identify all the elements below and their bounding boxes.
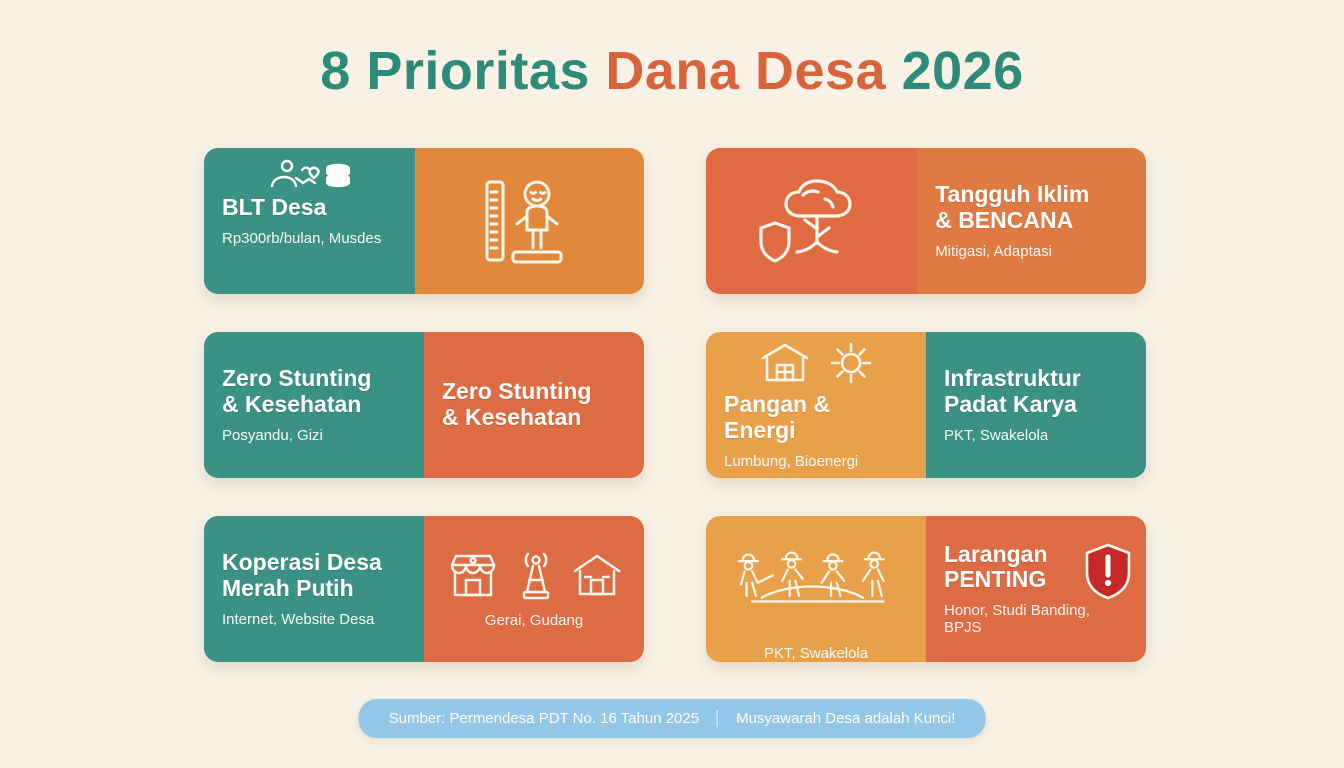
card-koperasi-desa-heading-2: Merah Putih <box>222 574 354 601</box>
card-koperasi-desa-sub: Internet, Website Desa <box>222 610 375 628</box>
card-tangguh-iklim[interactable] <box>706 148 1146 294</box>
title-part-1: 8 Prioritas <box>320 41 606 101</box>
priority-card-grid <box>204 148 1146 662</box>
card-blt-desa-heading: BLT Desa <box>222 194 327 220</box>
signal-tower-icon <box>516 548 556 602</box>
card-koperasi-desa-text <box>204 516 424 662</box>
card-pkt-swakelola-label: PKT, Swakelola <box>763 644 869 662</box>
sun-icon <box>827 340 875 386</box>
card-tangguh-iklim-illustration <box>706 148 917 294</box>
card-blt-desa-illustration <box>415 148 644 294</box>
card-zero-stunting-right-heading-2: & Kesehatan <box>442 404 582 430</box>
card-pangan-energi-icons <box>724 340 908 386</box>
card-pangan-energi-sub: Lumbung, Bioenergi <box>724 452 859 470</box>
card-larangan-sub: Honor, Studi Banding, BPJS <box>944 602 1090 637</box>
card-larangan-heading-1: Larangan <box>944 540 1048 567</box>
card-pangan-energi-heading: Pangan & Energi <box>724 391 831 443</box>
card-blt-desa[interactable] <box>204 148 644 294</box>
card-infrastruktur-text <box>926 332 1146 478</box>
card-infrastruktur-sub: PKT, Swakelola <box>944 426 1049 444</box>
card-koperasi-desa[interactable] <box>204 516 644 662</box>
card-pkt-swakelola <box>706 516 926 662</box>
card-zero-stunting-text <box>204 332 424 478</box>
card-pangan-energi-text <box>706 332 926 478</box>
footer-banner <box>359 699 986 738</box>
child-growth-chart-icon <box>433 148 626 294</box>
storefront-icon <box>444 549 502 601</box>
handshake-coins-icon <box>266 156 362 198</box>
card-larangan-penting[interactable] <box>706 516 1146 662</box>
card-blt-desa-sub: Rp300rb/bulan, Musdes <box>222 229 382 247</box>
card-zero-stunting[interactable] <box>204 332 644 478</box>
page-title <box>0 40 1344 102</box>
tree-shield-icon <box>724 148 899 294</box>
card-koperasi-desa-illustration <box>424 516 644 662</box>
card-zero-stunting-right-heading-1: Zero Stunting <box>442 378 592 405</box>
card-zero-stunting-sub: Posyandu, Gizi <box>222 426 323 444</box>
card-tangguh-iklim-heading-1: Tangguh Iklim <box>935 181 1090 208</box>
card-zero-stunting-text-right <box>424 332 644 478</box>
title-part-3: 2026 <box>901 41 1024 101</box>
footer-divider <box>717 710 718 727</box>
title-part-2: Dana Desa <box>605 41 902 101</box>
card-pangan-energi[interactable] <box>706 332 1146 478</box>
card-koperasi-desa-heading-1: Koperasi Desa <box>222 549 382 576</box>
card-larangan-penting-text <box>926 516 1146 662</box>
footer-source: Sumber: Permendesa PDT No. 16 Tahun 2025 <box>388 710 700 727</box>
card-zero-stunting-heading-1: Zero Stunting <box>222 365 372 392</box>
card-koperasi-desa-icons <box>444 548 624 602</box>
warning-shield-icon <box>1082 542 1134 600</box>
card-blt-desa-text <box>204 148 415 294</box>
granary-icon <box>757 340 813 386</box>
workers-icon <box>724 516 908 641</box>
card-infrastruktur-heading-2: Padat Karya <box>944 390 1077 417</box>
card-infrastruktur-heading-1: Infrastruktur <box>944 365 1081 392</box>
card-zero-stunting-heading-2: & Kesehatan <box>222 390 362 417</box>
card-tangguh-iklim-text <box>917 148 1146 294</box>
card-tangguh-iklim-heading-2: & BENCANA <box>935 206 1074 233</box>
card-koperasi-desa-sub-right: Gerai, Gudang <box>484 612 584 630</box>
card-larangan-heading-2: PENTING <box>944 566 1047 593</box>
footer-note: Musyawarah Desa adalah Kunci! <box>736 710 956 727</box>
card-tangguh-iklim-sub: Mitigasi, Adaptasi <box>935 242 1052 260</box>
warehouse-icon <box>570 550 624 600</box>
